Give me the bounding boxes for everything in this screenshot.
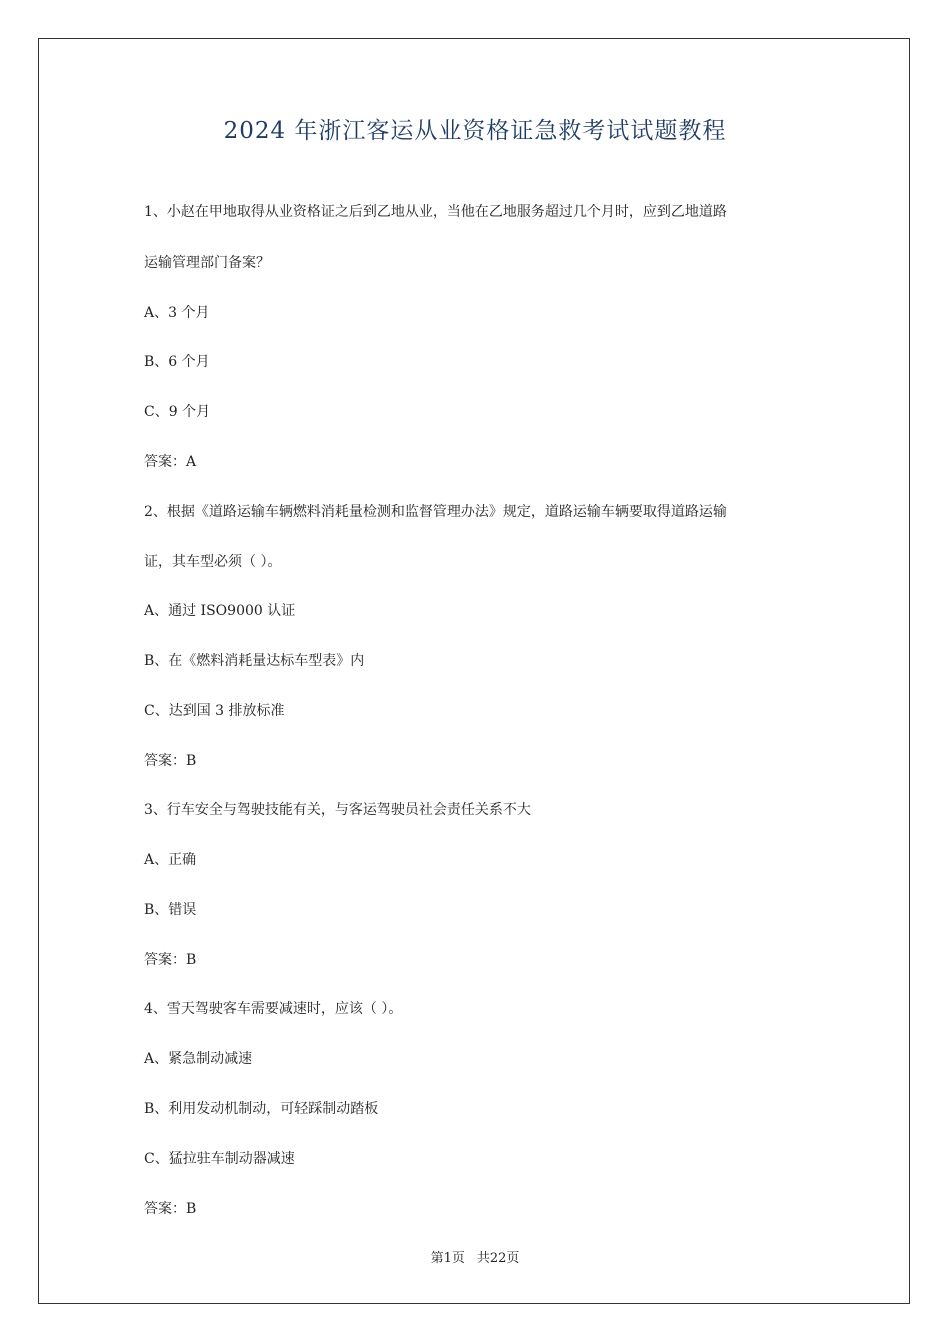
question-2-option-c: C、达到国 3 排放标准 [144,703,285,719]
question-2-option-a: A、通过 ISO9000 认证 [144,603,296,619]
page-footer [0,1247,950,1266]
question-2-text-continued: 证，其车型必须（ ）。 [144,554,282,570]
question-3-option-a: A、正确 [144,852,197,868]
question-4-option-a: A、紧急制动减速 [144,1051,253,1067]
page-number: 第1页 [430,1251,465,1266]
question-1-answer: 答案：A [144,454,197,470]
question-3-text: 3、行车安全与驾驶技能有关，与客运驾驶员社会责任关系不大 [144,802,531,818]
question-3-answer: 答案：B [144,952,197,968]
question-4-option-c: C、猛拉驻车制动器减速 [144,1151,295,1167]
question-1-option-b: B、6 个月 [144,354,210,370]
question-1-option-c: C、9 个月 [144,404,211,420]
question-3-option-b: B、错误 [144,902,197,918]
question-4-text: 4、雪天驾驶客车需要减速时，应该（ ）。 [144,1001,403,1017]
question-2-answer: 答案：B [144,753,197,769]
document-title: 2024 年浙江客运从业资格证急救考试试题教程 [223,118,727,144]
question-4-answer: 答案：B [144,1201,197,1217]
question-1-text: 1、小赵在甲地取得从业资格证之后到乙地从业，当他在乙地服务超过几个月时，应到乙地道路 [144,204,727,220]
page-total: 共22页 [476,1251,520,1266]
question-2-text: 2、根据《道路运输车辆燃料消耗量检测和监督管理办法》规定，道路运输车辆要取得道路运输 [144,504,727,520]
question-1-text-continued: 运输管理部门备案？ [144,255,270,271]
question-4-option-b: B、利用发动机制动，可轻踩制动踏板 [144,1101,379,1117]
question-1-option-a: A、3 个月 [144,305,210,321]
question-2-option-b: B、在《燃料消耗量达标车型表》内 [144,653,365,669]
